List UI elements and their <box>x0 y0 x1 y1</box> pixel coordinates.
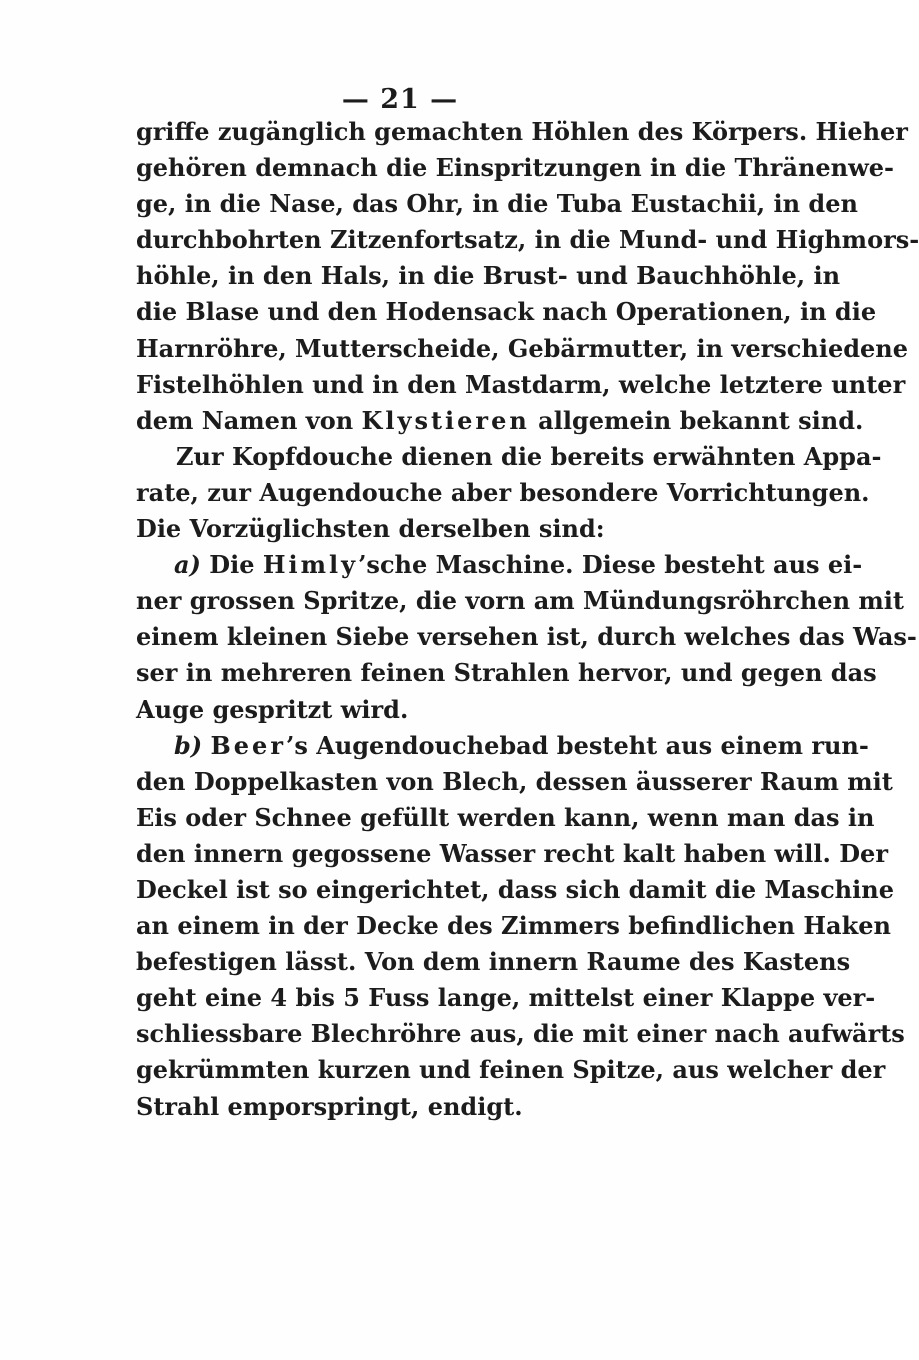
page-number: — 21 — <box>341 84 459 115</box>
text-line: höhle, in den Hals, in die Brust- und Bauchhöhle, in <box>136 261 841 291</box>
text-line: die Blase und den Hodensack nach Operationen, in die <box>136 297 877 327</box>
text-line: den Doppelkasten von Blech, dessen äusserer Raum mit <box>136 766 893 796</box>
spaced-term: Klystieren <box>361 405 530 435</box>
text-line: Harnröhre, Mutterscheide, Gebärmutter, in verschiedene <box>136 333 909 363</box>
text-segment: dem Namen von <box>136 405 362 435</box>
spaced-term: Beer <box>210 730 286 760</box>
text-line: Auge gespritzt wird. <box>136 694 409 724</box>
text-line: einem kleinen Siebe versehen ist, durch welches das Was- <box>136 622 917 652</box>
text-line: den innern gegossene Wasser recht kalt haben will. Der <box>136 838 888 868</box>
list-marker: b) <box>174 730 203 760</box>
spaced-term: Himly <box>262 550 359 580</box>
text-segment: Die <box>200 550 263 580</box>
text-line: durchbohrten Zitzenfortsatz, in die Mund- und Highmors- <box>136 225 919 255</box>
body-text <box>136 114 919 1125</box>
text-line: ge, in die Nase, das Ohr, in die Tuba Eustachii, in den <box>136 189 858 219</box>
text-line: gehören demnach die Einspritzungen in die Thränenwe- <box>136 153 895 183</box>
text-line <box>136 403 864 439</box>
text-line: Eis oder Schnee gefüllt werden kann, wenn man das in <box>136 802 875 832</box>
text-line: Fistelhöhlen und in den Mastdarm, welche letztere unter <box>136 369 906 399</box>
text-line: Strahl emporspringt, endigt. <box>136 1091 523 1121</box>
text-line: gekrümmten kurzen und feinen Spitze, aus welcher der <box>136 1055 886 1085</box>
text-line: schliessbare Blechröhre aus, die mit einer nach aufwärts <box>136 1019 905 1049</box>
list-marker: a) <box>174 550 201 580</box>
text-line: befestigen lässt. Von dem innern Raume des Kastens <box>136 947 851 977</box>
text-segment: allgemein bekannt sind. <box>529 405 864 435</box>
text-line: griffe zugänglich gemachten Höhlen des Körpers. Hieher <box>136 117 908 146</box>
text-line: Die Vorzüglichsten derselben sind: <box>136 514 605 544</box>
text-line: Deckel ist so eingerichtet, dass sich damit die Maschine <box>136 874 894 904</box>
text-line: geht eine 4 bis 5 Fuss lange, mittelst einer Klappe ver- <box>136 983 876 1013</box>
text-line: Zur Kopfdouche dienen die bereits erwähnten Appa- <box>176 441 882 471</box>
text-line: rate, zur Augendouche aber besondere Vorrichtungen. <box>136 477 870 507</box>
text-segment: ’sche Maschine. Diese besteht aus ei- <box>358 550 863 580</box>
text-line <box>136 547 863 583</box>
text-segment <box>202 731 210 760</box>
text-line <box>136 728 869 764</box>
text-line: ser in mehreren feinen Strahlen hervor, und gegen das <box>136 658 877 688</box>
text-line: an einem in der Decke des Zimmers befindlichen Haken <box>136 911 891 941</box>
text-line: ner grossen Spritze, die vorn am Mündungsröhrchen mit <box>136 586 904 616</box>
text-segment: ’s Augendouchebad besteht aus einem run- <box>285 730 869 760</box>
